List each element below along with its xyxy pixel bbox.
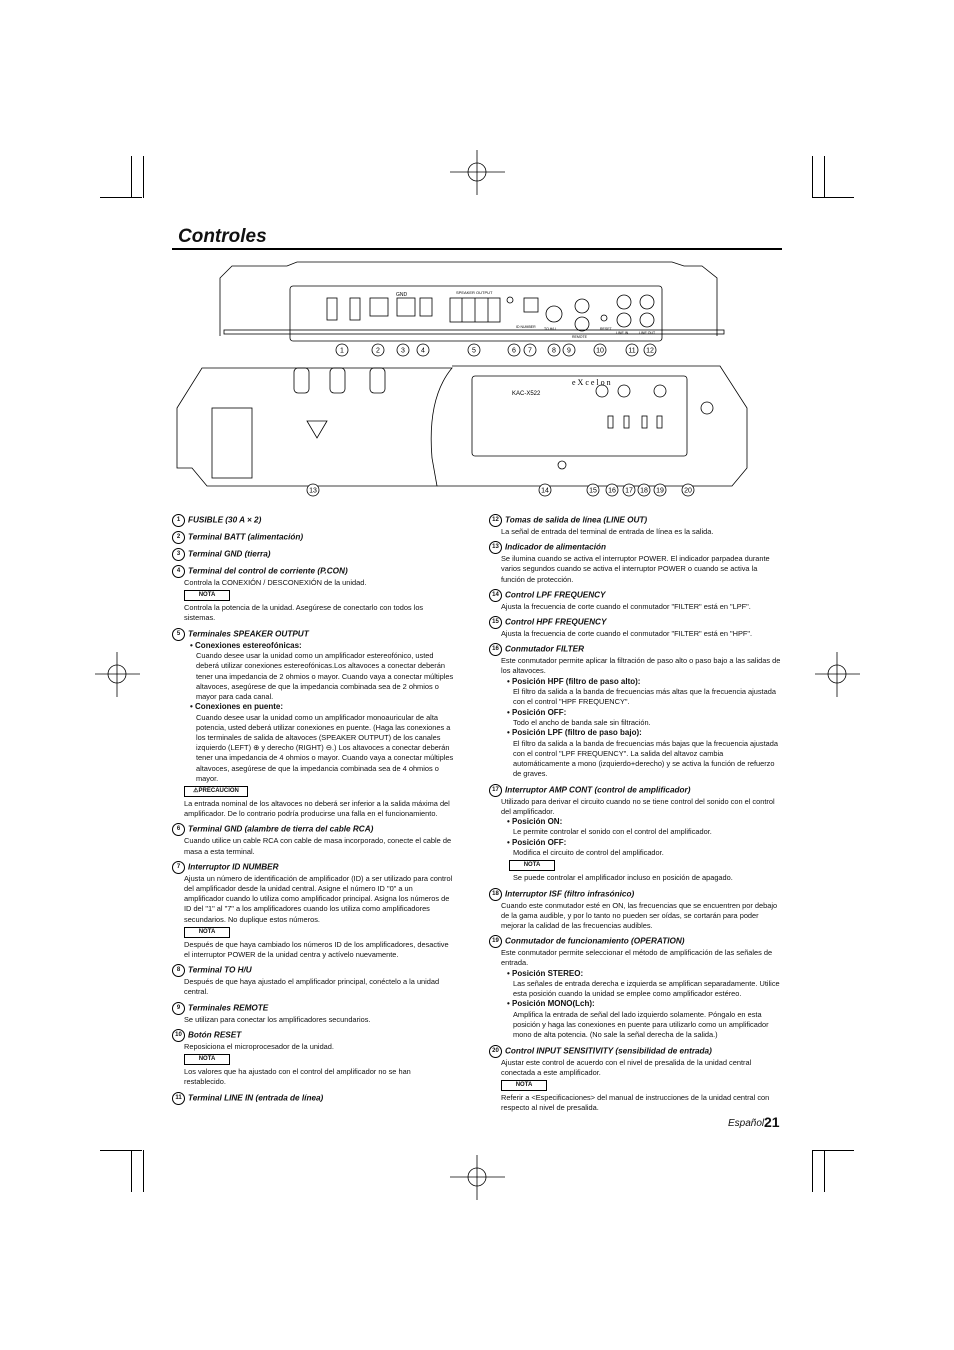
item-heading: Terminal TO H/U: [188, 965, 252, 975]
sub-text: Cuando desee usar la unidad como un amplificador monoauricular de alta potencia, usted deberá utilizar conexiones en puente. (Haga las conexiones a los terminales de salida de altavoces (SPEAKER OUTPUT) de los canales izquierdo (LEFT) ⊕ y derecho (RIGHT) ⊖.) Los altavoces a conectar deberán tener una impedancia de 4 ohmios o mayor. Cuando vaya a conectar múltiples altavoces, asegúrese de que la impedancia combinada sea de 4 ohmios o mayor.: [196, 712, 454, 783]
item-heading: Terminal GND (tierra): [188, 549, 271, 559]
item-1: [172, 514, 454, 527]
item-7: [172, 861, 454, 960]
diagram-speaker-label: SPEAKER OUTPUT: [456, 290, 493, 295]
item-text: Este conmutador permite seleccionar el método de amplificación de las señales de entrada.: [501, 948, 773, 968]
item-number: 14: [489, 589, 502, 602]
registration-mark-top: [450, 150, 505, 195]
item-18: [489, 888, 781, 932]
item-heading: Botón RESET: [188, 1030, 242, 1040]
item-number: 11: [172, 1092, 185, 1105]
item-number: 13: [489, 541, 502, 554]
callout-number: 1: [340, 347, 344, 355]
item-number: 12: [489, 514, 502, 527]
item-text: Cuando este conmutador esté en ON, las frecuencias que se encuentren por debajo de la gama audible, y por lo tanto no pueden ser oídas, se cortarán para poder mejorar la calidad de las frecuencias audibles.: [501, 900, 778, 930]
callout-number: 19: [656, 487, 664, 495]
item-number: 10: [172, 1029, 185, 1042]
item-heading: FUSIBLE (30 A × 2): [188, 515, 262, 525]
item-text: Reposiciona el microprocesador de la unidad.: [184, 1041, 334, 1051]
sub-text: Amplifica la entrada de señal del lado izquierdo solamente. Póngalo en esta posición y haga las conexiones en puente para utilizarlo como un amplificador mono de alta potencia. (No sale la señal derecha de la salida.): [513, 1009, 769, 1040]
crop-mark: [812, 156, 813, 198]
item-text: Ajustar este control de acuerdo con el nivel de presalida de la unidad central conectada a este amplificador.: [501, 1057, 752, 1077]
diagram-id-label: ID NUMBER: [516, 325, 536, 329]
sub-heading: • Posición MONO(Lch):: [507, 999, 595, 1009]
callout-number: 9: [567, 347, 571, 355]
item-number: 20: [489, 1045, 502, 1058]
item-number: 15: [489, 616, 502, 629]
item-number: 5: [172, 628, 185, 641]
caution-label: ⚠PRECAUCIÓN: [184, 786, 248, 797]
item-19: [489, 935, 781, 1040]
item-3: [172, 548, 454, 561]
item-number: 17: [489, 784, 502, 797]
sub-text: Le permite controlar el sonido con el control del amplificador.: [513, 827, 712, 837]
item-16: [489, 643, 781, 779]
item-heading: Terminal BATT (alimentación): [188, 532, 304, 542]
item-heading: Control LPF FREQUENCY: [505, 590, 606, 600]
note-label: NOTA: [501, 1080, 547, 1091]
item-heading: Terminal GND (alambre de tierra del cable RCA): [188, 825, 374, 835]
item-heading: Tomas de salida de línea (LINE OUT): [505, 515, 648, 525]
callout-number: 15: [589, 487, 597, 495]
item-heading: Indicador de alimentación: [505, 542, 607, 552]
sub-text: Modifica el circuito de control del amplificador.: [513, 848, 664, 858]
item-number: 6: [172, 823, 185, 836]
item-text: Ajusta la frecuencia de corte cuando el conmutador "FILTER" está en "LPF".: [501, 601, 751, 611]
item-6: [172, 823, 454, 856]
item-number: 7: [172, 861, 185, 874]
item-heading: Conmutador FILTER: [505, 644, 584, 654]
note-label: NOTA: [509, 860, 555, 871]
item-14: [489, 589, 781, 612]
crop-mark: [143, 156, 144, 198]
item-text: Ajusta un número de identificación de amplificador (ID) a ser utilizado para control del amplificador desde la unidad central. Asigne el número ID "0" a un amplificador cuando lo utiliza como amplificador principal. Asigna los números de ID del "1" al "7" a los amplificadores cuando los utiliza como amplificadores secundarios. No duplique estos números.: [184, 873, 453, 924]
diagram-model: KAC-X522: [512, 391, 541, 397]
item-text: Cuando utilice un cable RCA con cable de masa incorporado, conecte el cable de masa a esta terminal.: [184, 836, 452, 856]
sub-text: Todo el ancho de banda sale sin filtración.: [513, 718, 651, 728]
crop-mark: [131, 1150, 132, 1192]
item-heading: Terminal del control de corriente (P.CON): [188, 566, 348, 576]
crop-mark: [812, 1150, 813, 1192]
callout-number: 2: [376, 347, 380, 355]
item-8: [172, 964, 454, 997]
crop-mark: [143, 1150, 144, 1192]
item-17: [489, 784, 781, 884]
amplifier-diagram: [172, 258, 782, 506]
item-4: [172, 565, 454, 624]
item-heading: Terminales REMOTE: [188, 1003, 269, 1013]
page-title: Controles: [178, 226, 267, 247]
item-text: Se ilumina cuando se activa el interruptor POWER. El indicador parpadea durante varios segundos cuando se activa el interruptor POWER o cuando se activa la función de protección.: [501, 554, 770, 584]
caution-text: La entrada nominal de los altavoces no deberá ser inferior a la salida máxima del amplificador. De lo contrario podría producirse una falla en el funcionamiento.: [184, 799, 450, 819]
callout-number: 10: [596, 347, 604, 355]
sub-text: Las señales de entrada derecha e izquierda se amplifican separadamente. Utilice esta posición cuando la unidad se emplee como amplificador estéreo.: [513, 979, 780, 999]
item-text: Ajusta la frecuencia de corte cuando el conmutador "FILTER" está en "HPF".: [501, 629, 753, 639]
diagram-gnd-label: GND: [396, 292, 408, 298]
item-text: Controla la CONEXIÓN / DESCONEXIÓN de la unidad.: [184, 578, 367, 587]
sub-text: El filtro da salida a la banda de frecuencias más bajas que la frecuencia ajustada con el control "LPF FREQUENCY". La salida del altavoz cambia automáticamente a mono (izquierdo+derecho) y se activa la función de refuerzo de graves.: [513, 738, 778, 779]
crop-mark: [131, 156, 132, 198]
callout-number: 6: [512, 347, 516, 355]
callout-number: 5: [472, 347, 476, 355]
registration-mark-right: [815, 652, 860, 697]
item-20: [489, 1045, 781, 1114]
item-2: [172, 531, 454, 544]
item-number: 3: [172, 548, 185, 561]
note-text: Referir a <Especificaciones> del manual de instrucciones de la unidad central con respecto al nivel de presalida.: [501, 1093, 770, 1113]
callout-number: 11: [628, 347, 636, 355]
callout-number: 20: [684, 487, 692, 495]
crop-mark: [812, 1150, 854, 1151]
item-heading: Interruptor ISF (filtro infrasónico): [505, 889, 635, 899]
item-number: 4: [172, 565, 185, 578]
sub-heading: • Posición STEREO:: [507, 968, 584, 978]
registration-mark-bottom: [450, 1155, 505, 1200]
item-15: [489, 616, 781, 639]
callout-number: 16: [608, 487, 616, 495]
item-heading: Interruptor AMP CONT (control de amplificador): [505, 785, 691, 795]
item-number: 2: [172, 531, 185, 544]
title-rule: [172, 248, 782, 250]
item-heading: Control HPF FREQUENCY: [505, 617, 607, 627]
crop-mark: [100, 1150, 142, 1151]
note-text: Los valores que ha ajustado con el control del amplificador no se han restablecido.: [184, 1067, 411, 1087]
diagram-lineout-label: LINE OUT: [639, 331, 656, 335]
item-text: La señal de entrada del terminal de entrada de línea es la salida.: [501, 527, 714, 536]
item-number: 8: [172, 964, 185, 977]
note-text: Controla la potencia de la unidad. Asegúrese de conectarlo con todos los sistemas.: [184, 603, 424, 623]
item-heading: Terminal LINE IN (entrada de línea): [188, 1093, 324, 1103]
callout-number: 12: [646, 347, 654, 355]
callout-number: 13: [309, 487, 317, 495]
diagram-linein-label: LINE IN: [616, 331, 629, 335]
item-11: [172, 1092, 454, 1105]
sub-heading: • Posición LPF (filtro de paso bajo):: [507, 728, 642, 738]
item-number: 19: [489, 935, 502, 948]
callout-number: 18: [640, 487, 648, 495]
footer-language: Español: [728, 1118, 765, 1129]
item-10: [172, 1029, 454, 1088]
note-text: Después de que haya cambiado los números ID de los amplificadores, desactive el interruptor POWER de la unidad centra y actívelo nuevamente.: [184, 939, 449, 960]
sub-heading: • Posición HPF (filtro de paso alto):: [507, 676, 641, 686]
crop-mark: [812, 197, 854, 198]
callout-number: 17: [625, 487, 633, 495]
callout-number: 7: [528, 347, 532, 355]
note-label: NOTA: [184, 590, 230, 601]
sub-text: El filtro da salida a la banda de frecuencias más altas que la frecuencia ajustada con el control "HPF FREQUENCY".: [513, 687, 776, 707]
diagram-brand: eXcelon: [572, 378, 613, 387]
sub-text: Cuando desee usar la unidad como un amplificador estereofónico, usted deberá utilizar conexiones estereofónicas.Los altavoces a conectar deberán tener una impedancia de 2 ohmios o mayor. Cuando vaya a conectar múltiples altavoces, asegúrese de que la impedancia combinada sea de 2 ohmios o mayor para cada canal.: [196, 651, 454, 701]
crop-mark: [824, 1150, 825, 1192]
item-text: Se utilizan para conectar los amplificadores secundarios.: [184, 1014, 371, 1024]
right-column: [489, 514, 781, 1117]
crop-mark: [824, 156, 825, 198]
diagram-remote-label: REMOTE: [572, 335, 587, 339]
callout-number: 8: [552, 347, 556, 355]
item-number: 1: [172, 514, 185, 527]
diagram-tohu-label: TO H/U: [544, 327, 556, 331]
callout-number: 3: [401, 347, 405, 355]
page-number: 21: [764, 1114, 780, 1130]
item-13: [489, 541, 781, 585]
item-number: 16: [489, 643, 502, 656]
item-heading: Conmutador de funcionamiento (OPERATION): [505, 936, 685, 946]
sub-heading: • Conexiones en puente:: [190, 702, 284, 712]
registration-mark-left: [95, 652, 140, 697]
item-heading: Interruptor ID NUMBER: [188, 862, 279, 872]
item-heading: Terminales SPEAKER OUTPUT: [188, 629, 309, 639]
callout-number: 14: [541, 487, 549, 495]
item-text: Utilizado para derivar el circuito cuando no se tiene control del sonido con el control del amplificador.: [501, 796, 775, 816]
item-text: Este conmutador permite aplicar la filtración de paso alto o paso bajo a las salidas de los altavoces.: [501, 656, 781, 676]
item-number: 18: [489, 888, 502, 901]
note-label: NOTA: [184, 1054, 230, 1065]
diagram-reset-label: RESET: [600, 327, 612, 331]
sub-heading: • Posición OFF:: [507, 707, 567, 717]
item-text: Después de que haya ajustado el amplificador principal, conéctelo a la unidad central.: [184, 977, 440, 997]
callout-number: 4: [421, 347, 425, 355]
left-column: [172, 514, 454, 1109]
sub-heading: • Posición ON:: [507, 816, 563, 826]
note-label: NOTA: [184, 927, 230, 938]
item-9: [172, 1002, 454, 1025]
note-text: Se puede controlar el amplificador incluso en posición de apagado.: [513, 873, 733, 883]
crop-mark: [100, 197, 142, 198]
item-12: [489, 514, 781, 537]
item-5: [172, 628, 454, 820]
item-heading: Control INPUT SENSITIVITY (sensibilidad de entrada): [505, 1046, 712, 1056]
sub-heading: • Posición OFF:: [507, 837, 567, 847]
sub-heading: • Conexiones estereofónicas:: [190, 640, 302, 650]
item-number: 9: [172, 1002, 185, 1015]
